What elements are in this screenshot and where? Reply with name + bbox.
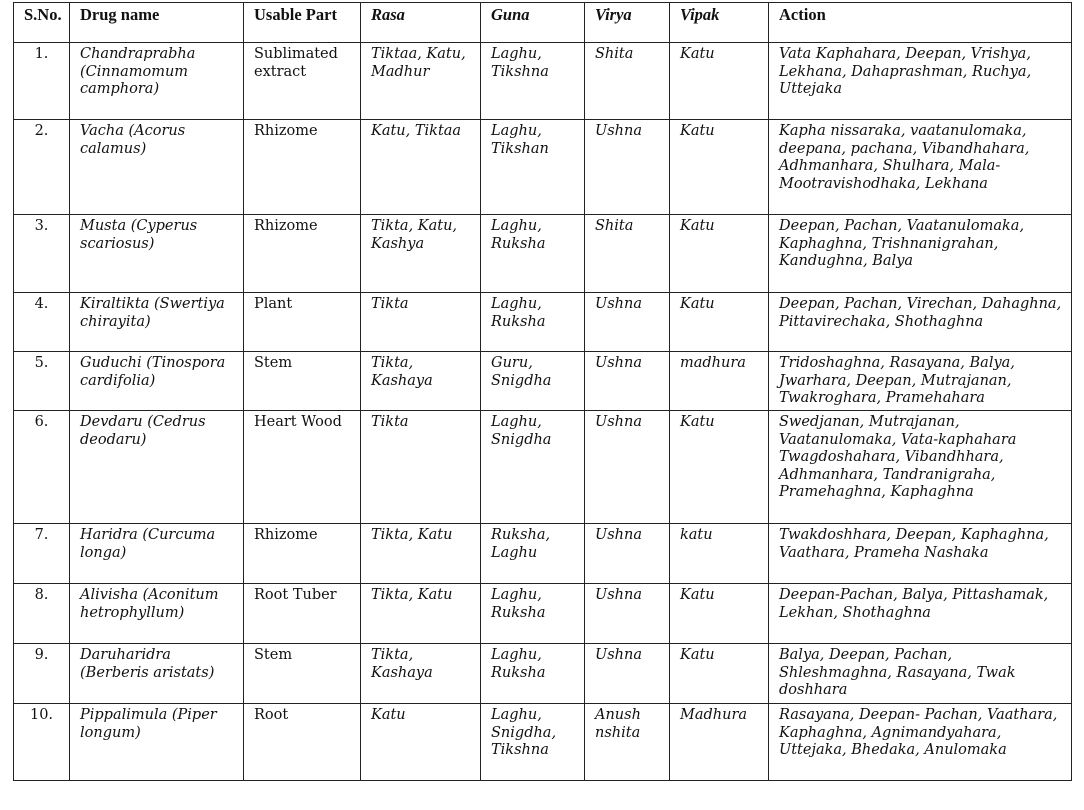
table-row: [14, 704, 1072, 781]
cell-guna: Laghu, Tikshna: [481, 43, 585, 120]
header-vipak: Vipak: [670, 3, 769, 43]
header-virya: Virya: [585, 3, 670, 43]
cell-sno: 3.: [14, 215, 70, 293]
cell-virya: Ushna: [585, 352, 670, 411]
cell-virya: Ushna: [585, 644, 670, 704]
cell-virya: Ushna: [585, 524, 670, 584]
cell-guna: Laghu, Tikshan: [481, 120, 585, 215]
table-body: [14, 43, 1072, 781]
cell-virya: Ushna: [585, 293, 670, 352]
cell-usable-part: Rhizome: [244, 524, 361, 584]
cell-drug-name: Musta (Cyperus scariosus): [70, 215, 244, 293]
cell-usable-part: Root Tuber: [244, 584, 361, 644]
cell-vipak: Katu: [670, 215, 769, 293]
table-row: [14, 524, 1072, 584]
cell-vipak: Madhura: [670, 704, 769, 781]
table-row: [14, 352, 1072, 411]
cell-usable-part: Heart Wood: [244, 411, 361, 524]
cell-vipak: madhura: [670, 352, 769, 411]
cell-drug-name: Haridra (Curcuma longa): [70, 524, 244, 584]
cell-rasa: Tikta, Katu: [361, 584, 481, 644]
cell-guna: Laghu, Ruksha: [481, 215, 585, 293]
cell-action: Deepan, Pachan, Vaatanulomaka, Kaphaghna, Trishnanigrahan, Kandughna, Balya: [769, 215, 1072, 293]
cell-virya: Shita: [585, 43, 670, 120]
cell-action: Swedjanan, Mutrajanan, Vaatanulomaka, Vata-kaphahara Twagdoshahara, Vibandhhara, Adhmanhara, Tandranigraha, Pramehaghna, Kaphaghna: [769, 411, 1072, 524]
table-row: [14, 584, 1072, 644]
header-sno: S.No.: [14, 3, 70, 43]
cell-action: Vata Kaphahara, Deepan, Vrishya, Lekhana, Dahaprashman, Ruchya, Uttejaka: [769, 43, 1072, 120]
cell-guna: Laghu, Ruksha: [481, 584, 585, 644]
cell-action: Deepan, Pachan, Virechan, Dahaghna, Pittavirechaka, Shothaghna: [769, 293, 1072, 352]
table-row: [14, 293, 1072, 352]
cell-drug-name: Kiraltikta (Swertiya chirayita): [70, 293, 244, 352]
table-row: [14, 43, 1072, 120]
header-drug-name: Drug name: [70, 3, 244, 43]
cell-action: Balya, Deepan, Pachan, Shleshmaghna, Rasayana, Twak doshhara: [769, 644, 1072, 704]
cell-usable-part: Sublimated extract: [244, 43, 361, 120]
cell-action: Twakdoshhara, Deepan, Kaphaghna, Vaathara, Prameha Nashaka: [769, 524, 1072, 584]
cell-action: Rasayana, Deepan- Pachan, Vaathara, Kaphaghna, Agnimandyahara, Uttejaka, Bhedaka, Anulomaka: [769, 704, 1072, 781]
table-header-row: [14, 3, 1072, 43]
cell-action: Deepan-Pachan, Balya, Pittashamak, Lekhan, Shothaghna: [769, 584, 1072, 644]
cell-virya: Ushna: [585, 584, 670, 644]
cell-usable-part: Rhizome: [244, 120, 361, 215]
cell-vipak: Katu: [670, 120, 769, 215]
cell-rasa: Tikta, Katu, Kashya: [361, 215, 481, 293]
cell-drug-name: Daruharidra (Berberis aristats): [70, 644, 244, 704]
cell-vipak: Katu: [670, 43, 769, 120]
cell-action: Tridoshaghna, Rasayana, Balya, Jwarhara, Deepan, Mutrajanan, Twakroghara, Pramehahara: [769, 352, 1072, 411]
cell-usable-part: Rhizome: [244, 215, 361, 293]
cell-action: Kapha nissaraka, vaatanulomaka, deepana, pachana, Vibandhahara, Adhmanhara, Shulhara, Mala-Mootravishodhaka, Lekhana: [769, 120, 1072, 215]
cell-rasa: Tikta, Katu: [361, 524, 481, 584]
cell-guna: Laghu, Ruksha: [481, 293, 585, 352]
table-row: [14, 120, 1072, 215]
cell-drug-name: Guduchi (Tinospora cardifolia): [70, 352, 244, 411]
cell-guna: Laghu, Snigdha, Tikshna: [481, 704, 585, 781]
cell-usable-part: Root: [244, 704, 361, 781]
cell-virya: Ushna: [585, 411, 670, 524]
cell-sno: 10.: [14, 704, 70, 781]
cell-rasa: Katu: [361, 704, 481, 781]
cell-vipak: katu: [670, 524, 769, 584]
cell-guna: Laghu, Snigdha: [481, 411, 585, 524]
cell-vipak: Katu: [670, 584, 769, 644]
cell-sno: 6.: [14, 411, 70, 524]
header-usable-part: Usable Part: [244, 3, 361, 43]
cell-usable-part: Stem: [244, 644, 361, 704]
cell-drug-name: Devdaru (Cedrus deodaru): [70, 411, 244, 524]
cell-virya: Shita: [585, 215, 670, 293]
cell-rasa: Tikta, Kashaya: [361, 352, 481, 411]
cell-rasa: Tiktaa, Katu, Madhur: [361, 43, 481, 120]
cell-sno: 4.: [14, 293, 70, 352]
cell-rasa: Katu, Tiktaa: [361, 120, 481, 215]
header-action: Action: [769, 3, 1072, 43]
cell-guna: Laghu, Ruksha: [481, 644, 585, 704]
cell-drug-name: Alivisha (Aconitum hetrophyllum): [70, 584, 244, 644]
cell-virya: Anush nshita: [585, 704, 670, 781]
cell-sno: 7.: [14, 524, 70, 584]
cell-usable-part: Plant: [244, 293, 361, 352]
cell-rasa: Tikta: [361, 411, 481, 524]
cell-sno: 8.: [14, 584, 70, 644]
cell-virya: Ushna: [585, 120, 670, 215]
table-row: [14, 215, 1072, 293]
drug-properties-table: [13, 2, 1072, 781]
header-guna: Guna: [481, 3, 585, 43]
cell-sno: 1.: [14, 43, 70, 120]
cell-sno: 9.: [14, 644, 70, 704]
table-row: [14, 644, 1072, 704]
table-row: [14, 411, 1072, 524]
cell-rasa: Tikta: [361, 293, 481, 352]
cell-sno: 5.: [14, 352, 70, 411]
cell-drug-name: Vacha (Acorus calamus): [70, 120, 244, 215]
cell-rasa: Tikta, Kashaya: [361, 644, 481, 704]
header-rasa: Rasa: [361, 3, 481, 43]
cell-usable-part: Stem: [244, 352, 361, 411]
cell-vipak: Katu: [670, 411, 769, 524]
cell-vipak: Katu: [670, 644, 769, 704]
cell-drug-name: Pippalimula (Piper longum): [70, 704, 244, 781]
cell-guna: Ruksha, Laghu: [481, 524, 585, 584]
cell-drug-name: Chandraprabha (Cinnamomum camphora): [70, 43, 244, 120]
cell-sno: 2.: [14, 120, 70, 215]
cell-vipak: Katu: [670, 293, 769, 352]
cell-guna: Guru, Snigdha: [481, 352, 585, 411]
